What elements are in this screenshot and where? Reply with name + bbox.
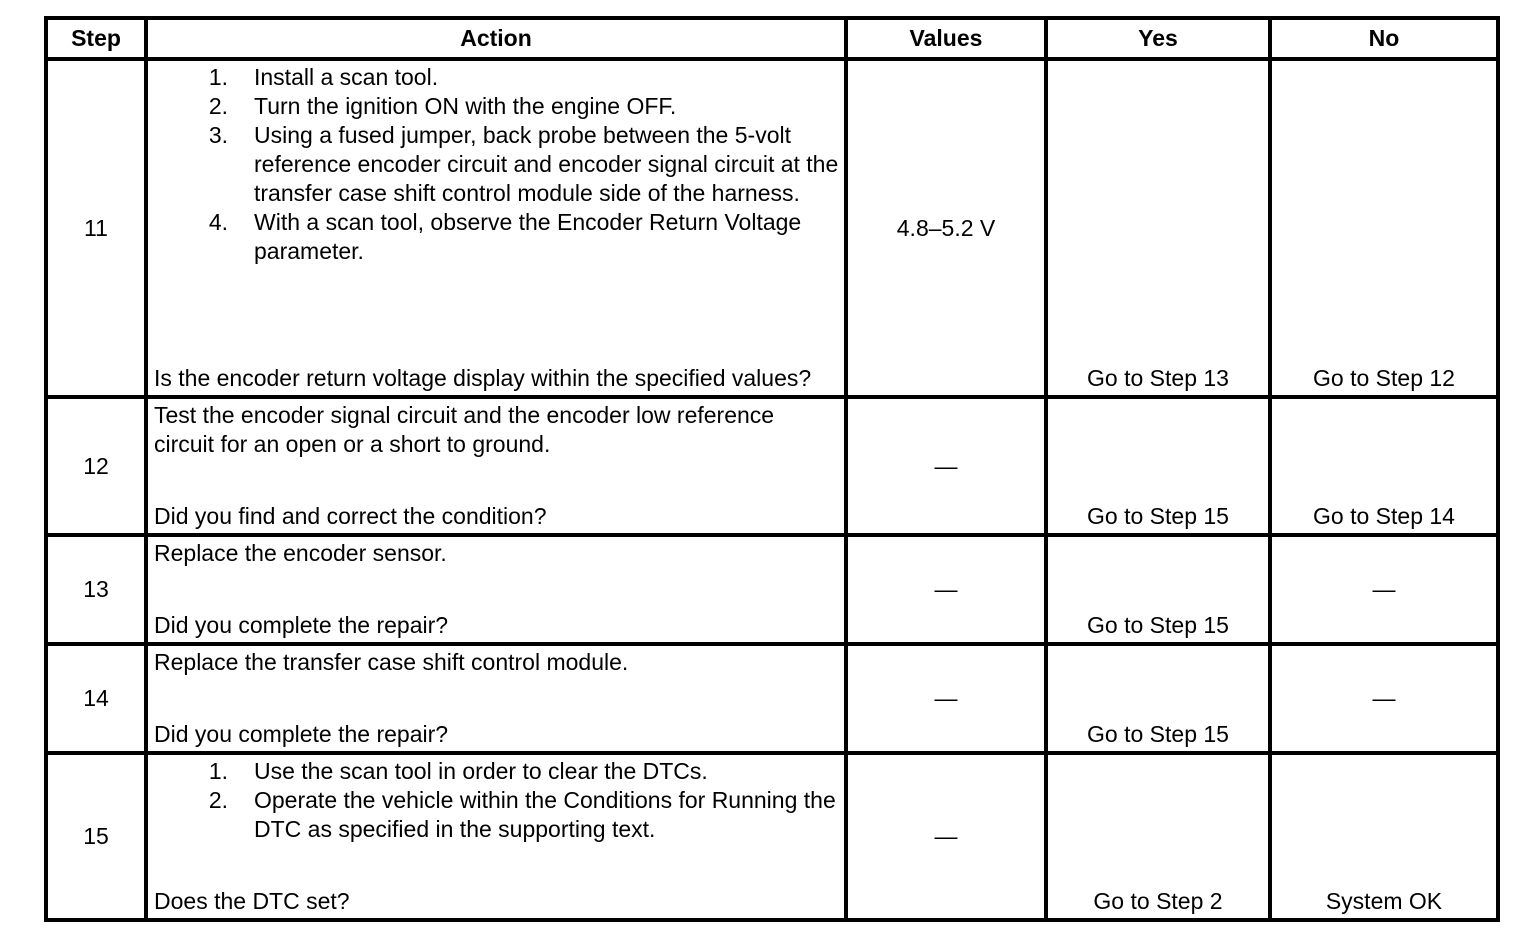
action-question: Did you complete the repair? xyxy=(154,721,449,747)
values-cell: — xyxy=(846,644,1046,753)
yes-cell: Go to Step 15 xyxy=(1046,535,1270,644)
list-item: 2. Turn the ignition ON with the engine OFF. xyxy=(208,93,677,119)
step-number: 11 xyxy=(46,59,146,397)
yes-cell: Go to Step 15 xyxy=(1046,644,1270,753)
no-cell: System OK xyxy=(1270,753,1498,920)
header-row xyxy=(46,18,1498,59)
action-cell xyxy=(146,644,846,753)
action-cell xyxy=(146,535,846,644)
action-question: Does the DTC set? xyxy=(154,888,350,914)
yes-cell: Go to Step 15 xyxy=(1046,397,1270,535)
diagnostic-table xyxy=(44,16,1500,922)
table-row xyxy=(46,535,1498,644)
list-item: 1. Use the scan tool in order to clear the DTCs. xyxy=(208,758,708,784)
action-question: Did you complete the repair? xyxy=(154,612,449,638)
values-cell: 4.8–5.2 V xyxy=(846,59,1046,397)
header-no: No xyxy=(1270,18,1498,59)
action-question: Is the encoder return voltage display within the specified values? xyxy=(154,365,812,391)
no-cell: Go to Step 12 xyxy=(1270,59,1498,397)
step-number: 15 xyxy=(46,753,146,920)
yes-cell: Go to Step 13 xyxy=(1046,59,1270,397)
action-instruction: Replace the transfer case shift control module. xyxy=(154,649,629,675)
values-cell: — xyxy=(846,753,1046,920)
values-cell: — xyxy=(846,397,1046,535)
list-item: 2. Operate the vehicle within the Conditions for Running the DTC as specified in the supporting text. xyxy=(208,787,836,842)
step-number: 12 xyxy=(46,397,146,535)
action-cell xyxy=(146,59,846,397)
table-row xyxy=(46,644,1498,753)
header-action: Action xyxy=(146,18,846,59)
action-steps xyxy=(154,63,840,266)
table-row xyxy=(46,397,1498,535)
list-item: 1. Install a scan tool. xyxy=(208,64,439,90)
no-cell: Go to Step 14 xyxy=(1270,397,1498,535)
action-cell xyxy=(146,397,846,535)
action-instruction: Test the encoder signal circuit and the encoder low reference circuit for an open or a short to ground. xyxy=(154,402,775,457)
action-steps xyxy=(154,757,840,844)
header-yes: Yes xyxy=(1046,18,1270,59)
table-row xyxy=(46,59,1498,397)
action-cell xyxy=(146,753,846,920)
action-instruction: Replace the encoder sensor. xyxy=(154,540,447,566)
no-cell: — xyxy=(1270,644,1498,753)
table-row xyxy=(46,753,1498,920)
yes-cell: Go to Step 2 xyxy=(1046,753,1270,920)
values-cell: — xyxy=(846,535,1046,644)
step-number: 14 xyxy=(46,644,146,753)
header-step: Step xyxy=(46,18,146,59)
header-values: Values xyxy=(846,18,1046,59)
no-cell: — xyxy=(1270,535,1498,644)
list-item: 4. With a scan tool, observe the Encoder Return Voltage parameter. xyxy=(208,209,802,264)
list-item: 3. Using a fused jumper, back probe between the 5-volt reference encoder circuit and encoder signal circuit at the transfer case shift control module side of the harness. xyxy=(208,122,839,206)
action-question: Did you find and correct the condition? xyxy=(154,503,547,529)
step-number: 13 xyxy=(46,535,146,644)
